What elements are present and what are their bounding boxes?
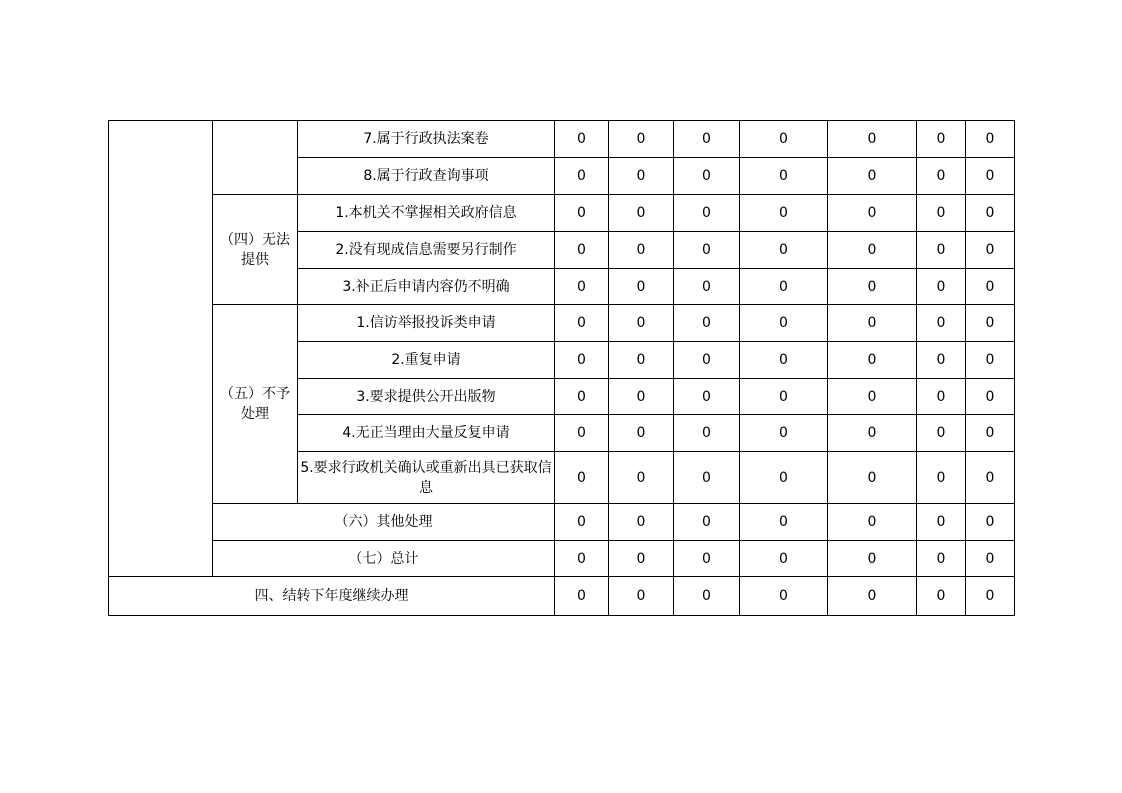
value-cell: 0 xyxy=(555,269,609,305)
value-cell: 0 xyxy=(828,232,917,269)
table-row xyxy=(109,305,1015,342)
value-cell: 0 xyxy=(966,195,1015,232)
value-cell: 0 xyxy=(740,269,828,305)
value-cell: 0 xyxy=(609,504,674,541)
table-row xyxy=(109,541,1015,577)
table-row xyxy=(109,121,1015,158)
value-cell: 0 xyxy=(609,121,674,158)
value-cell: 0 xyxy=(917,158,966,195)
value-cell: 0 xyxy=(917,195,966,232)
value-cell: 0 xyxy=(674,158,740,195)
value-cell: 0 xyxy=(674,232,740,269)
value-cell: 0 xyxy=(828,121,917,158)
value-cell: 0 xyxy=(966,379,1015,415)
row-label: 4.无正当理由大量反复申请 xyxy=(298,415,555,452)
value-cell: 0 xyxy=(828,158,917,195)
row-label: 3.补正后申请内容仍不明确 xyxy=(298,269,555,305)
table-row xyxy=(109,577,1015,616)
row-label: 8.属于行政查询事项 xyxy=(298,158,555,195)
value-cell: 0 xyxy=(917,452,966,504)
row-label: （六）其他处理 xyxy=(213,504,555,541)
blank-outer-cell xyxy=(109,121,213,577)
value-cell: 0 xyxy=(674,121,740,158)
value-cell: 0 xyxy=(609,195,674,232)
value-cell: 0 xyxy=(917,232,966,269)
value-cell: 0 xyxy=(740,504,828,541)
value-cell: 0 xyxy=(917,504,966,541)
value-cell: 0 xyxy=(740,305,828,342)
value-cell: 0 xyxy=(917,269,966,305)
value-cell: 0 xyxy=(674,541,740,577)
value-cell: 0 xyxy=(917,379,966,415)
value-cell: 0 xyxy=(966,541,1015,577)
value-cell: 0 xyxy=(917,342,966,379)
value-cell: 0 xyxy=(828,269,917,305)
value-cell: 0 xyxy=(555,577,609,616)
row-label: 7.属于行政执法案卷 xyxy=(298,121,555,158)
value-cell: 0 xyxy=(609,452,674,504)
value-cell: 0 xyxy=(609,232,674,269)
value-cell: 0 xyxy=(828,342,917,379)
value-cell: 0 xyxy=(966,269,1015,305)
value-cell: 0 xyxy=(828,577,917,616)
value-cell: 0 xyxy=(740,379,828,415)
table-row xyxy=(109,504,1015,541)
value-cell: 0 xyxy=(555,195,609,232)
value-cell: 0 xyxy=(609,541,674,577)
value-cell: 0 xyxy=(966,121,1015,158)
value-cell: 0 xyxy=(740,541,828,577)
value-cell: 0 xyxy=(966,342,1015,379)
value-cell: 0 xyxy=(966,415,1015,452)
value-cell: 0 xyxy=(828,452,917,504)
value-cell: 0 xyxy=(555,504,609,541)
value-cell: 0 xyxy=(609,305,674,342)
value-cell: 0 xyxy=(555,452,609,504)
category-cannot-provide: （四）无法提供 xyxy=(213,195,298,305)
value-cell: 0 xyxy=(555,415,609,452)
value-cell: 0 xyxy=(828,195,917,232)
statistics-table xyxy=(108,120,1015,616)
value-cell: 0 xyxy=(674,195,740,232)
value-cell: 0 xyxy=(674,305,740,342)
value-cell: 0 xyxy=(828,504,917,541)
value-cell: 0 xyxy=(828,379,917,415)
row-label: 四、结转下年度继续办理 xyxy=(109,577,555,616)
value-cell: 0 xyxy=(740,232,828,269)
value-cell: 0 xyxy=(966,577,1015,616)
value-cell: 0 xyxy=(966,305,1015,342)
row-label: 1.本机关不掌握相关政府信息 xyxy=(298,195,555,232)
value-cell: 0 xyxy=(740,158,828,195)
value-cell: 0 xyxy=(740,121,828,158)
value-cell: 0 xyxy=(609,269,674,305)
value-cell: 0 xyxy=(828,541,917,577)
value-cell: 0 xyxy=(674,379,740,415)
value-cell: 0 xyxy=(917,541,966,577)
value-cell: 0 xyxy=(609,577,674,616)
value-cell: 0 xyxy=(740,195,828,232)
value-cell: 0 xyxy=(917,305,966,342)
value-cell: 0 xyxy=(828,305,917,342)
row-label: 5.要求行政机关确认或重新出具已获取信息 xyxy=(298,452,555,504)
value-cell: 0 xyxy=(555,158,609,195)
value-cell: 0 xyxy=(674,269,740,305)
value-cell: 0 xyxy=(674,577,740,616)
value-cell: 0 xyxy=(740,415,828,452)
value-cell: 0 xyxy=(609,342,674,379)
value-cell: 0 xyxy=(609,158,674,195)
value-cell: 0 xyxy=(674,415,740,452)
value-cell: 0 xyxy=(674,452,740,504)
value-cell: 0 xyxy=(917,577,966,616)
value-cell: 0 xyxy=(609,415,674,452)
row-label: （七）总计 xyxy=(213,541,555,577)
table-row xyxy=(109,195,1015,232)
value-cell: 0 xyxy=(966,504,1015,541)
value-cell: 0 xyxy=(555,379,609,415)
value-cell: 0 xyxy=(917,121,966,158)
row-label: 1.信访举报投诉类申请 xyxy=(298,305,555,342)
value-cell: 0 xyxy=(828,415,917,452)
blank-category-cell xyxy=(213,121,298,195)
value-cell: 0 xyxy=(966,158,1015,195)
value-cell: 0 xyxy=(609,379,674,415)
value-cell: 0 xyxy=(740,577,828,616)
value-cell: 0 xyxy=(674,342,740,379)
value-cell: 0 xyxy=(740,342,828,379)
value-cell: 0 xyxy=(917,415,966,452)
row-label: 2.没有现成信息需要另行制作 xyxy=(298,232,555,269)
value-cell: 0 xyxy=(674,504,740,541)
row-label: 2.重复申请 xyxy=(298,342,555,379)
value-cell: 0 xyxy=(555,121,609,158)
value-cell: 0 xyxy=(966,232,1015,269)
value-cell: 0 xyxy=(555,541,609,577)
value-cell: 0 xyxy=(555,232,609,269)
value-cell: 0 xyxy=(966,452,1015,504)
row-label: 3.要求提供公开出版物 xyxy=(298,379,555,415)
category-not-processed: （五）不予处理 xyxy=(213,305,298,504)
value-cell: 0 xyxy=(555,342,609,379)
value-cell: 0 xyxy=(555,305,609,342)
value-cell: 0 xyxy=(740,452,828,504)
